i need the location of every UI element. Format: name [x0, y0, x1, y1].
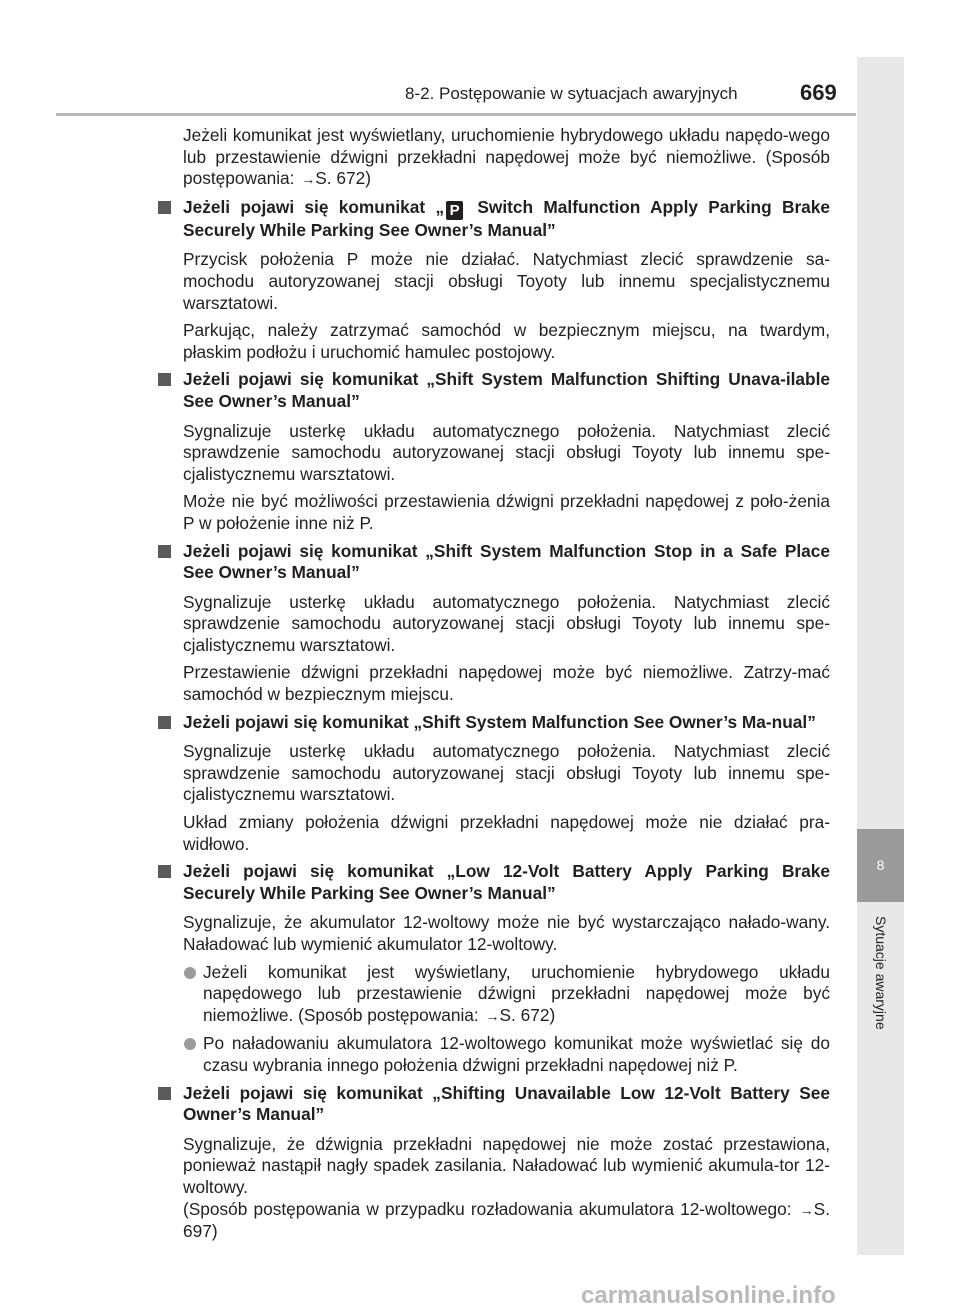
chapter-label: Sytuacje awaryjne	[873, 916, 889, 1030]
p-switch-icon: P	[446, 201, 463, 220]
page-reference[interactable]: S. 672)	[315, 168, 371, 189]
arrow-icon: →	[485, 1007, 500, 1024]
paragraph: Może nie być możliwości przestawienia dźwigni przekładni napędowej z poło-żenia P w położenie inne niż P.	[183, 491, 830, 533]
subheading-stop-safe-place: Jeżeli pojawi się komunikat „Shift System Malfunction Stop in a Safe Place See Owner’s Manual”	[183, 540, 830, 583]
chapter-number[interactable]: 8	[857, 829, 904, 902]
paragraph: (Sposób postępowania w przypadku rozładowania akumulatora 12-woltowego: →S. 697)	[183, 1198, 830, 1242]
page-content	[183, 125, 830, 1249]
paragraph: Układ zmiany położenia dźwigni przekładni napędowej może nie działać pra-widłowo.	[183, 812, 830, 854]
bullet-item: Po naładowaniu akumulatora 12-woltowego komunikat może wyświetlać się do czasu wybrania innego położenia dźwigni przekładni napędowej niż P.	[183, 1033, 830, 1076]
paragraph: Przycisk położenia P może nie działać. Natychmiast zlecić sprawdzenie sa-mochodu autoryzowanej stacji obsługi Toyoty lub innemu specjalistycznemu warsztatowi.	[183, 249, 830, 313]
bullet-dot-icon	[184, 1038, 196, 1050]
bullet-dot-icon	[184, 967, 196, 979]
arrow-icon: →	[301, 171, 316, 188]
intro-paragraph: Jeżeli komunikat jest wyświetlany, uruchomienie hybrydowego układu napędo-wego lub przestawienie dźwigni przekładni napędowej może być niemożliwe. (Sposób postępowania: →S. 672)	[183, 125, 830, 189]
header-divider	[56, 113, 856, 116]
section-title: 8-2. Postępowanie w sytuacjach awaryjnych	[405, 84, 738, 103]
paragraph: Sygnalizuje usterkę układu automatycznego położenia. Natychmiast zlecić sprawdzenie samochodu autoryzowanej stacji obsługi Toyoty lub innemu spe-cjalistycznemu warsztatowi.	[183, 741, 830, 805]
page-number: 669	[800, 80, 837, 105]
paragraph: Sygnalizuje usterkę układu automatycznego położenia. Natychmiast zlecić sprawdzenie samochodu autoryzowanej stacji obsługi Toyoty lub innemu spe-cjalistycznemu warsztatowi.	[183, 420, 830, 484]
paragraph: Sygnalizuje, że dźwignia przekładni napędowej nie może zostać przestawiona, ponieważ nastąpił nagły spadek zasilania. Naładować lub wymienić akumula-tor 12-woltowy.	[183, 1133, 830, 1197]
paragraph: Parkując, należy zatrzymać samochód w bezpiecznym miejscu, na twardym, płaskim podłożu i uruchomić hamulec postojowy.	[183, 320, 830, 362]
subheading-shifting-unavailable: Jeżeli pojawi się komunikat „Shift System Malfunction Shifting Unava-ilable See Owner’s Manual”	[183, 369, 830, 411]
page-reference[interactable]: S. 697)	[183, 1198, 830, 1242]
page-reference[interactable]: S. 672)	[499, 1004, 556, 1025]
paragraph: Przestawienie dźwigni przekładni napędowej może być niemożliwe. Zatrzy-mać samochód w bezpiecznym miejscu.	[183, 662, 830, 705]
subheading-p-switch: Jeżeli pojawi się komunikat „ P Switch Malfunction Apply Parking Brake Securely While Parking See Owner’s Manual”	[183, 196, 830, 240]
subheading-shift-malfunction: Jeżeli pojawi się komunikat „Shift System Malfunction See Owner’s Ma-nual”	[183, 712, 830, 734]
paragraph: Sygnalizuje usterkę układu automatycznego położenia. Natychmiast zlecić sprawdzenie samochodu autoryzowanej stacji obsługi Toyoty lub innemu spe-cjalistycznemu warsztatowi.	[183, 591, 830, 655]
watermark: carmanualsonline.info	[581, 1282, 836, 1309]
bullet-item: Jeżeli komunikat jest wyświetlany, uruchomienie hybrydowego układu napędowego lub przestawienie dźwigni przekładni napędowej może być niemożliwe. (Sposób postępowania: →S. 672)	[183, 962, 830, 1028]
arrow-icon: →	[799, 1201, 814, 1218]
subheading-shifting-low-battery: Jeżeli pojawi się komunikat „Shifting Unavailable Low 12-Volt Battery See Owner’s Manual”	[183, 1082, 830, 1125]
subheading-low-battery: Jeżeli pojawi się komunikat „Low 12-Volt Battery Apply Parking Brake Securely While Parking See Owner’s Manual”	[183, 861, 830, 903]
paragraph: Sygnalizuje, że akumulator 12-woltowy może nie być wystarczająco nałado-wany. Naładować lub wymienić akumulator 12-woltowy.	[183, 912, 830, 954]
